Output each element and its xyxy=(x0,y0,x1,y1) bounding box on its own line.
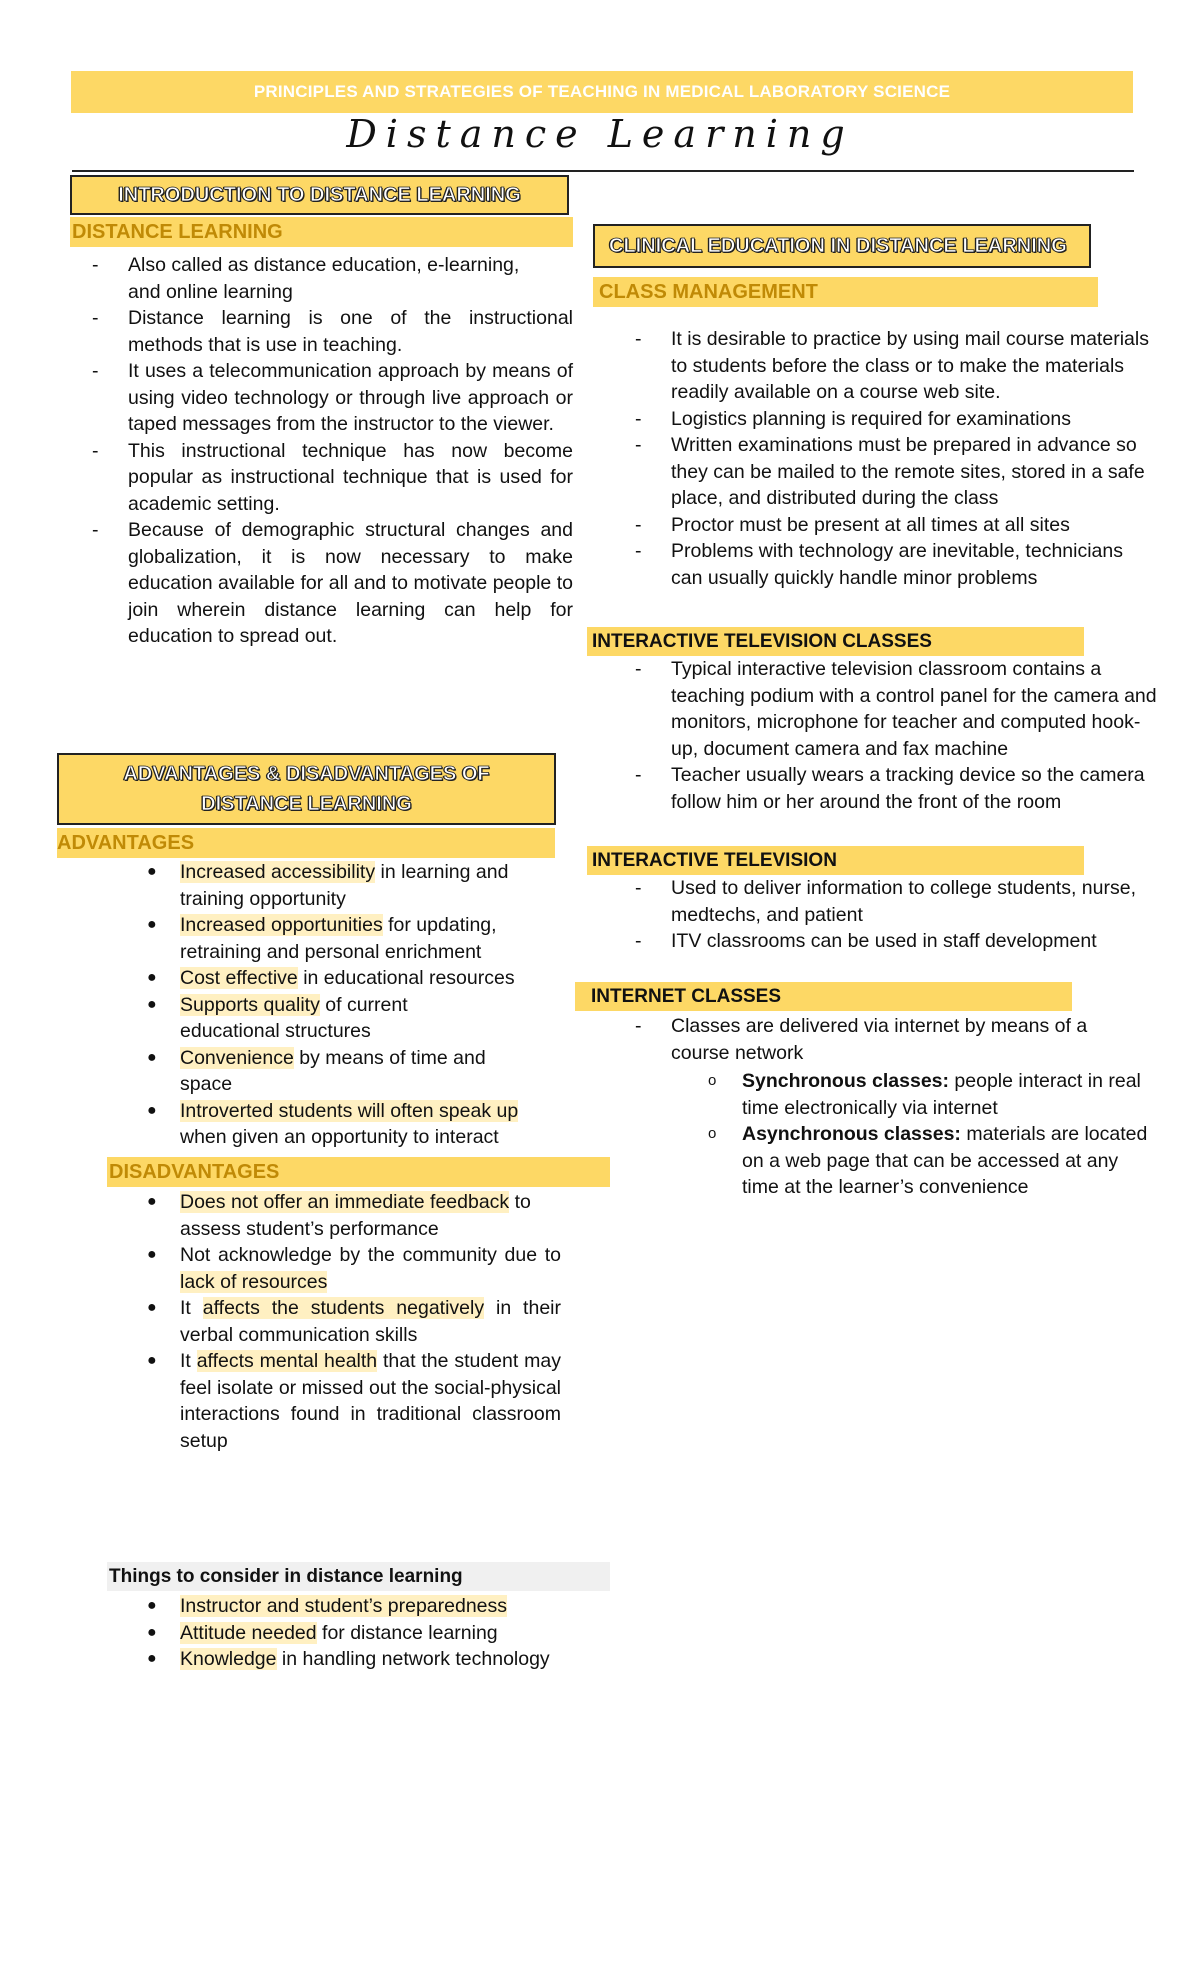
list-item: - Written examinations must be prepared in advance so they can be mailed to the remote sites, stored in a safe place, and distributed during the class xyxy=(635,434,1145,509)
internet-classes-list xyxy=(635,1013,1111,1066)
list-item: ● Supports quality of current educational structures xyxy=(147,993,408,1042)
list-item: ● Attitude needed for distance learning xyxy=(147,1621,498,1644)
list-item: o Asynchronous classes: materials are located on a web page that can be accessed at any time at the learner’s convenience xyxy=(708,1123,1148,1198)
advantages-subhead: ADVANTAGES xyxy=(57,828,555,858)
itv-subhead: INTERACTIVE TELEVISION xyxy=(587,846,1084,875)
itv-classes-list xyxy=(635,656,1161,815)
itv-classes-subhead: INTERACTIVE TELEVISION CLASSES xyxy=(587,627,1084,656)
list-item: - It is desirable to practice by using mail course materials to students before the class or to make the materials readily available on a course web site. xyxy=(635,328,1149,403)
list-item: - It uses a telecommunication approach by means of using video technology or through live approach or taped messages from the instructor to the viewer. xyxy=(92,360,573,435)
list-item: - Also called as distance education, e-learning, and online learning xyxy=(92,254,520,303)
internet-classes-sublist xyxy=(708,1068,1152,1201)
consider-heading: Things to consider in distance learning xyxy=(107,1562,610,1591)
page-title: Distance Learning xyxy=(346,112,854,156)
list-item: - Typical interactive television classroom contains a teaching podium with a control panel for the camera and monitors, microphone for teacher and computed hook-up, document camera and fax machine xyxy=(635,658,1157,760)
list-item: o Synchronous classes: people interact in real time electronically via internet xyxy=(708,1070,1141,1119)
list-item: ● Increased opportunities for updating, retraining and personal enrichment xyxy=(147,914,497,963)
distance-learning-subhead: DISTANCE LEARNING xyxy=(70,217,573,247)
internet-classes-subhead: INTERNET CLASSES xyxy=(575,982,1072,1011)
list-item: - ITV classrooms can be used in staff development xyxy=(635,930,1097,952)
list-item: - This instructional technique has now become popular as instructional technique that is used for academic setting. xyxy=(92,439,573,515)
itv-list xyxy=(635,875,1141,955)
class-management-subhead: CLASS MANAGEMENT xyxy=(593,277,1098,307)
list-item: ● Cost effective in educational resources xyxy=(147,967,515,989)
consider-list xyxy=(147,1593,600,1673)
list-item: - Teacher usually wears a tracking device so the camera follow him or her around the front of the room xyxy=(635,764,1145,813)
intro-list xyxy=(92,252,573,650)
course-banner: PRINCIPLES AND STRATEGIES OF TEACHING IN MEDICAL LABORATORY SCIENCE xyxy=(71,71,1133,113)
clinical-section-title: CLINICAL EDUCATION IN DISTANCE LEARNING xyxy=(593,224,1091,268)
list-item: - Problems with technology are inevitable, technicians can usually quickly handle minor problems xyxy=(635,540,1123,589)
list-item: ● Instructor and student’s preparedness xyxy=(147,1595,508,1617)
disadvantages-subhead: DISADVANTAGES xyxy=(107,1157,610,1187)
list-item: - Proctor must be present at all times at all sites xyxy=(635,513,1070,536)
adv-disadv-section-title: ADVANTAGES & DISADVANTAGES OF DISTANCE LEARNING xyxy=(57,753,556,825)
list-item: ● It affects mental health that the student may feel isolate or missed out the social-physical interactions found in traditional classroom setup xyxy=(147,1350,561,1452)
list-item: ● Knowledge in handling network technology xyxy=(147,1648,550,1670)
list-item: ● Not acknowledge by the community due to lack of resources xyxy=(147,1244,561,1293)
list-item: ● Increased accessibility in learning and training opportunity xyxy=(147,861,509,910)
list-item: ● Convenience by means of time and space xyxy=(147,1046,486,1095)
list-item: ● Does not offer an immediate feedback to assess student’s performance xyxy=(147,1191,531,1240)
list-item: - Used to deliver information to college students, nurse, medtechs, and patient xyxy=(635,877,1137,926)
list-item: - Classes are delivered via internet by means of a course network xyxy=(635,1015,1088,1064)
title-divider xyxy=(72,170,1134,172)
list-item: ● It affects the students negatively in their verbal communication skills xyxy=(147,1297,561,1346)
list-item: ● Introverted students will often speak up when given an opportunity to interact xyxy=(147,1099,519,1148)
class-management-list xyxy=(635,326,1151,591)
list-item: - Distance learning is one of the instructional methods that is use in teaching. xyxy=(92,307,573,356)
disadvantages-list xyxy=(147,1189,561,1454)
advantages-list xyxy=(147,859,527,1151)
intro-section-title: INTRODUCTION TO DISTANCE LEARNING xyxy=(70,175,569,215)
list-item: - Because of demographic structural changes and globalization, it is now necessary to make education available for all and to motivate people to join wherein distance learning can help for education to spread out. xyxy=(92,519,573,647)
list-item: - Logistics planning is required for examinations xyxy=(635,407,1071,430)
